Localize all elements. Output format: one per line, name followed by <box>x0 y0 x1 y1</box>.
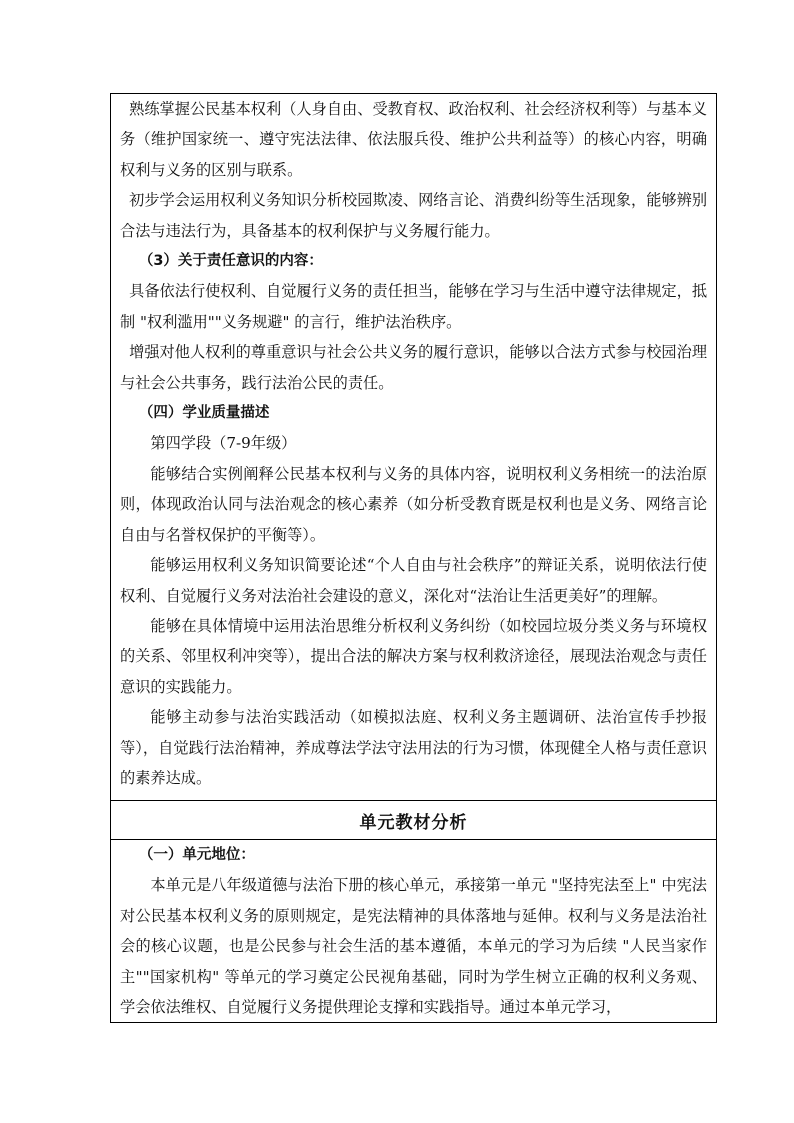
heading-quality-description: （四）学业质量描述 <box>138 405 270 422</box>
standards-cell <box>111 94 717 801</box>
heading-responsibility: （3）关于责任意识的内容： <box>138 253 323 270</box>
section-title: 单元教材分析 <box>359 812 468 833</box>
paragraph-responsibility-1: 具备依法行使权利、自觉履行义务的责任担当，能够在学习与生活中遵守法律规定，抵制 "权利滥用""义务规避" 的言行，维护法治秩序。 <box>120 282 707 331</box>
quality-paragraph-2: 能够运用权利义务知识简要论述“个人自由与社会秩序”的辩证关系，说明依法行使权利、自觉履行义务对法治社会建设的意义，深化对“法治让生活更美好”的理解。 <box>120 556 707 605</box>
paragraph-rights-duties: 熟练掌握公民基本权利（人身自由、受教育权、政治权利、社会经济权利等）与基本义务（维护国家统一、遵守宪法法律、依法服兵役、维护公共利益等）的核心内容，明确权利与义务的区别与联系。 <box>120 100 707 179</box>
heading-unit-position: （一）单元地位： <box>138 847 255 863</box>
paragraph-responsibility-2: 增强对他人权利的尊重意识与社会公共义务的履行意识，能够以合法方式参与校园治理与社会公共事务，践行法治公民的责任。 <box>120 343 707 392</box>
document-table <box>110 93 717 1023</box>
stage-label: 第四学段（7-9年级） <box>150 434 297 453</box>
paragraph-apply-knowledge: 初步学会运用权利义务知识分析校园欺凌、网络言论、消费纠纷等生活现象，能够辨别合法与违法行为，具备基本的权利保护与义务履行能力。 <box>120 191 707 240</box>
paragraph-unit-position: 本单元是八年级道德与法治下册的核心单元，承接第一单元 "坚持宪法至上" 中宪法对公民基本权利义务的原则规定，是宪法精神的具体落地与延伸。权利与义务是法治社会的核心议题，也是公民参与社会生活的基本遵循，本单元的学习为后续 "人民当家作主""国家机构" 等单元的学习奠定公民视角基础，同时为学生树立正确的权利义务观、学会依法维权、自觉履行义务提供理论支撑和实践指导。通过本单元学习， <box>120 876 707 1017</box>
section-title-cell <box>111 801 717 840</box>
quality-paragraph-1: 能够结合实例阐释公民基本权利与义务的具体内容，说明权利义务相统一的法治原则，体现政治认同与法治观念的核心素养（如分析受教育既是权利也是义务、网络言论自由与名誉权保护的平衡等）。 <box>120 464 707 544</box>
quality-paragraph-3: 能够在具体情境中运用法治思维分析权利义务纠纷（如校园垃圾分类义务与环境权的关系、邻里权利冲突等），提出合法的解决方案与权利救济途径，展现法治观念与责任意识的实践能力。 <box>120 616 707 696</box>
quality-paragraph-4: 能够主动参与法治实践活动（如模拟法庭、权利义务主题调研、法治宣传手抄报等），自觉践行法治精神，养成尊法学法守法用法的行为习惯，体现健全人格与责任意识的素养达成。 <box>120 708 707 787</box>
analysis-cell <box>111 840 717 1023</box>
document-page <box>110 93 717 1023</box>
